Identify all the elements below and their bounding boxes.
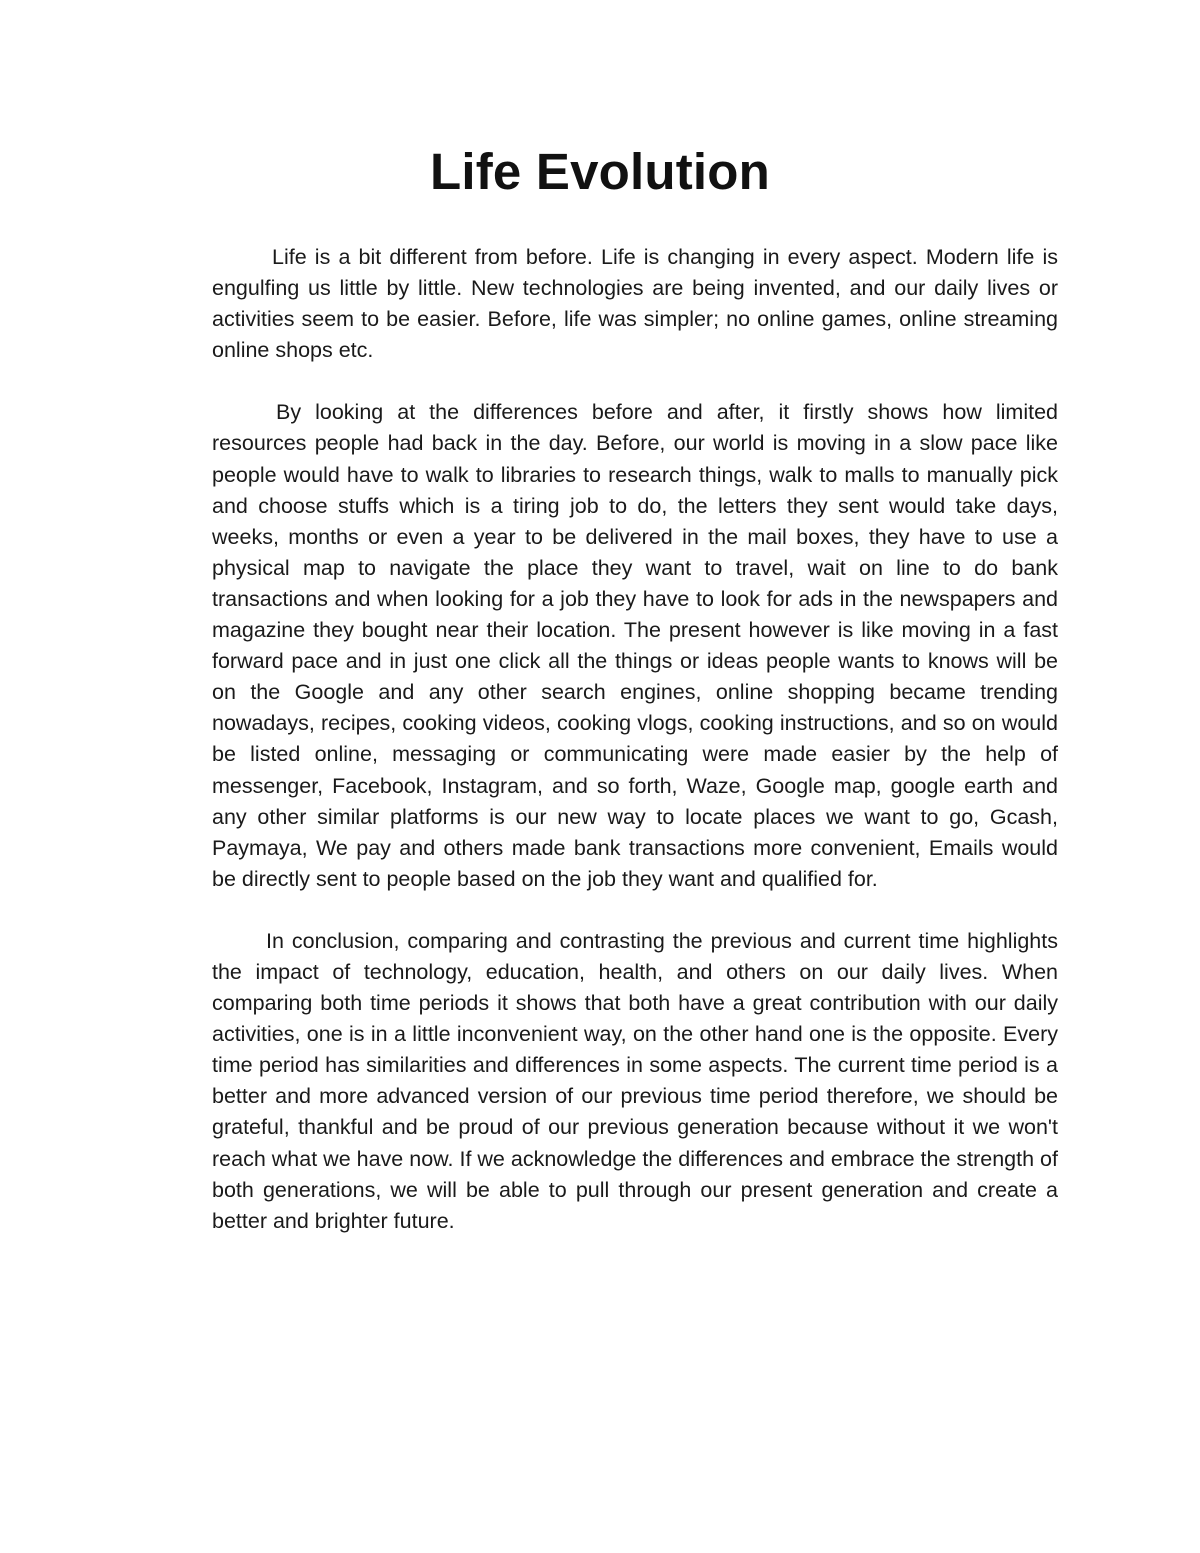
paragraph-conclusion: In conclusion, comparing and contrasting the previous and current time highlights the impact of technology, education, health, and others on our daily lives. When comparing both time periods it shows that both have a great contribution with our daily activities, one is in a little inconvenient way, on the other hand one is the opposite. Every time period has similarities and differences in some aspects. The current time period is a better and more advanced version of our previous time period therefore, we should be grateful, thankful and be proud of our previous generation because without it we won't reach what we have now. If we acknowledge the differences and embrace the strength of both generations, we will be able to pull through our present generation and create a better and brighter future.: [212, 928, 1058, 1233]
paragraph-intro: Life is a bit different from before. Life is changing in every aspect. Modern life is engulfing us little by little. New technologies are being invented, and our daily lives or activities seem to be easier. Before, life was simpler; no online games, online streaming online shops etc.: [212, 245, 1058, 363]
document-body: [212, 242, 1058, 1268]
document-title: Life Evolution: [430, 143, 770, 200]
paragraph-comparison: By looking at the differences before and after, it firstly shows how limited resources people had back in the day. Before, our world is moving in a slow pace like people would have to walk to libraries to research things, walk to malls to manually pick and choose stuffs which is a tiring job to do, the letters they sent would take days, weeks, months or even a year to be delivered in the mail boxes, they have to use a physical map to navigate the place they want to travel, wait on line to do bank transactions and when looking for a job they have to look for ads in the newspapers and magazine they bought near their location. The present however is like moving in a fast forward pace and in just one click all the things or ideas people wants to knows will be on the Google and any other search engines, online shopping became trending nowadays, recipes, cooking videos, cooking vlogs, cooking instructions, and so on would be listed online, messaging or communicating were made easier by the help of messenger, Facebook, Instagram, and so forth, Waze, Google map, google earth and any other similar platforms is our new way to locate places we want to go, Gcash, Paymaya, We pay and others made bank transactions more convenient, Emails would be directly sent to people based on the job they want and qualified for.: [212, 400, 1058, 891]
